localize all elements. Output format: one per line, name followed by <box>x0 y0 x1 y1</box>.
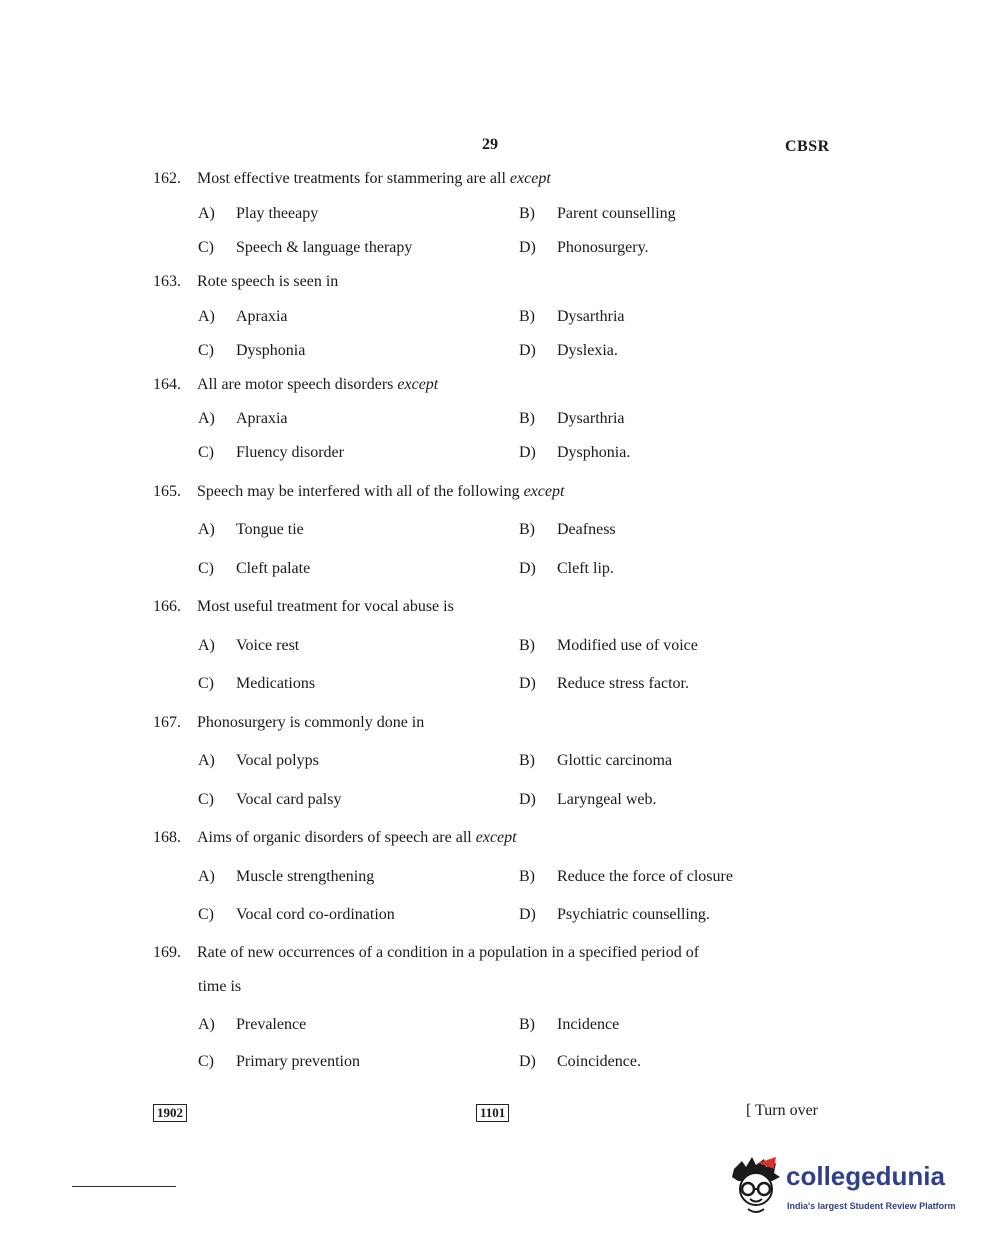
option-162-a <box>198 205 318 223</box>
question-number: 166. <box>153 598 181 615</box>
option-label: B) <box>519 868 535 885</box>
option-166-a <box>198 637 299 655</box>
option-text: Dysarthria <box>557 410 625 427</box>
option-165-b <box>519 521 616 539</box>
option-168-a <box>198 868 374 886</box>
option-label: D) <box>519 791 536 808</box>
question-text: Phonosurgery is commonly done in <box>197 714 425 731</box>
option-text: Parent counselling <box>557 205 676 222</box>
option-label: C) <box>198 444 214 461</box>
option-label: A) <box>198 521 215 538</box>
option-label: B) <box>519 1016 535 1033</box>
option-label: D) <box>519 342 536 359</box>
option-167-b <box>519 752 672 770</box>
option-167-d <box>519 791 657 809</box>
collegedunia-logo <box>728 1155 956 1224</box>
option-label: B) <box>519 637 535 654</box>
option-text: Cleft lip. <box>557 560 614 577</box>
option-label: C) <box>198 239 214 256</box>
option-164-a <box>198 410 288 428</box>
option-text: Psychiatric counselling. <box>557 906 710 923</box>
option-text: Play theeapy <box>236 205 319 222</box>
question-number: 168. <box>153 829 181 846</box>
question-169-continuation: time is <box>198 978 242 995</box>
option-label: D) <box>519 239 536 256</box>
option-text: Dyslexia. <box>557 342 618 359</box>
question-number: 164. <box>153 376 181 393</box>
option-label: D) <box>519 560 536 577</box>
option-167-c <box>198 791 341 809</box>
question-text: Speech may be interfered with all of the following <box>197 483 524 500</box>
option-label: B) <box>519 308 535 325</box>
option-label: C) <box>198 906 214 923</box>
option-text: Incidence <box>557 1016 620 1033</box>
question-167 <box>153 714 424 732</box>
option-169-b <box>519 1016 619 1034</box>
option-text: Apraxia <box>236 410 288 427</box>
option-163-a <box>198 308 288 326</box>
option-167-a <box>198 752 319 770</box>
option-label: A) <box>198 868 215 885</box>
paper-code: CBSR <box>785 138 830 155</box>
question-emphasis: except <box>523 483 565 500</box>
option-label: C) <box>198 791 214 808</box>
question-164 <box>153 376 438 394</box>
option-text: Vocal polyps <box>236 752 319 769</box>
option-162-d <box>519 239 649 257</box>
option-text: Deafness <box>557 521 616 538</box>
option-label: A) <box>198 308 215 325</box>
option-163-b <box>519 308 625 326</box>
option-label: C) <box>198 675 214 692</box>
question-text: Rote speech is seen in <box>197 273 339 290</box>
logo-wordmark: collegedunia <box>786 1161 945 1191</box>
question-number: 162. <box>153 170 181 187</box>
option-label: A) <box>198 637 215 654</box>
option-text: Voice rest <box>236 637 300 654</box>
option-163-c <box>198 342 305 360</box>
option-text: Coincidence. <box>557 1053 641 1070</box>
option-label: C) <box>198 560 214 577</box>
question-text: Most useful treatment for vocal abuse is <box>197 598 454 615</box>
question-162 <box>153 170 551 188</box>
option-168-d <box>519 906 710 924</box>
question-165 <box>153 483 564 501</box>
question-168 <box>153 829 517 847</box>
option-164-c <box>198 444 344 462</box>
option-label: A) <box>198 410 215 427</box>
question-number: 169. <box>153 944 181 961</box>
option-text: Dysarthria <box>557 308 625 325</box>
option-label: D) <box>519 675 536 692</box>
question-number: 167. <box>153 714 181 731</box>
divider <box>72 1186 176 1187</box>
question-emphasis: except <box>397 376 439 393</box>
footer-center-code: 1101 <box>476 1104 509 1122</box>
question-text: All are motor speech disorders <box>197 376 398 393</box>
option-168-b <box>519 868 733 886</box>
question-text: Most effective treatments for stammering are all <box>197 170 510 187</box>
turn-over-text: [ Turn over <box>746 1102 819 1119</box>
question-number: 163. <box>153 273 181 290</box>
option-text: Vocal cord co-ordination <box>236 906 395 923</box>
option-text: Prevalence <box>236 1016 307 1033</box>
option-166-b <box>519 637 698 655</box>
option-169-a <box>198 1016 306 1034</box>
option-169-c <box>198 1053 360 1071</box>
question-number: 165. <box>153 483 181 500</box>
option-label: A) <box>198 1016 215 1033</box>
option-label: C) <box>198 342 214 359</box>
option-163-d <box>519 342 618 360</box>
option-162-b <box>519 205 676 223</box>
question-emphasis: except <box>475 829 517 846</box>
option-text: Fluency disorder <box>236 444 344 461</box>
option-label: B) <box>519 205 535 222</box>
option-162-c <box>198 239 412 257</box>
option-169-d <box>519 1053 641 1071</box>
footer-left-code: 1902 <box>153 1104 187 1122</box>
question-166 <box>153 598 454 616</box>
option-text: Cleft palate <box>236 560 311 577</box>
option-164-d <box>519 444 630 462</box>
option-text: Reduce the force of closure <box>557 868 733 885</box>
question-169 <box>153 944 699 962</box>
option-text: Speech & language therapy <box>236 239 413 256</box>
option-label: C) <box>198 1053 214 1070</box>
page-number: 29 <box>482 136 498 153</box>
option-label: B) <box>519 410 535 427</box>
option-text: Reduce stress factor. <box>557 675 689 692</box>
question-163 <box>153 273 338 291</box>
option-166-d <box>519 675 689 693</box>
option-label: B) <box>519 521 535 538</box>
option-text: Apraxia <box>236 308 288 325</box>
logo-tagline: India's largest Student Review Platform <box>787 1201 956 1211</box>
option-text: Muscle strengthening <box>236 868 375 885</box>
option-165-c <box>198 560 310 578</box>
question-text: Rate of new occurrences of a condition in a population in a specified period of <box>197 944 700 961</box>
option-label: D) <box>519 1053 536 1070</box>
question-text: Aims of organic disorders of speech are all <box>197 829 476 846</box>
option-text: Primary prevention <box>236 1053 360 1070</box>
option-text: Vocal card palsy <box>236 791 342 808</box>
option-text: Laryngeal web. <box>557 791 657 808</box>
option-text: Tongue tie <box>236 521 304 538</box>
option-label: D) <box>519 444 536 461</box>
option-166-c <box>198 675 315 693</box>
option-label: A) <box>198 752 215 769</box>
mascot-icon <box>728 1155 784 1219</box>
option-168-c <box>198 906 395 924</box>
option-text: Dysphonia <box>236 342 306 359</box>
option-text: Dysphonia. <box>557 444 631 461</box>
option-text: Phonosurgery. <box>557 239 649 256</box>
option-label: A) <box>198 205 215 222</box>
option-text: Glottic carcinoma <box>557 752 673 769</box>
question-emphasis: except <box>509 170 551 187</box>
option-text: Medications <box>236 675 316 692</box>
option-165-a <box>198 521 304 539</box>
option-text: Modified use of voice <box>557 637 698 654</box>
option-label: D) <box>519 906 536 923</box>
option-165-d <box>519 560 614 578</box>
option-164-b <box>519 410 625 428</box>
option-label: B) <box>519 752 535 769</box>
